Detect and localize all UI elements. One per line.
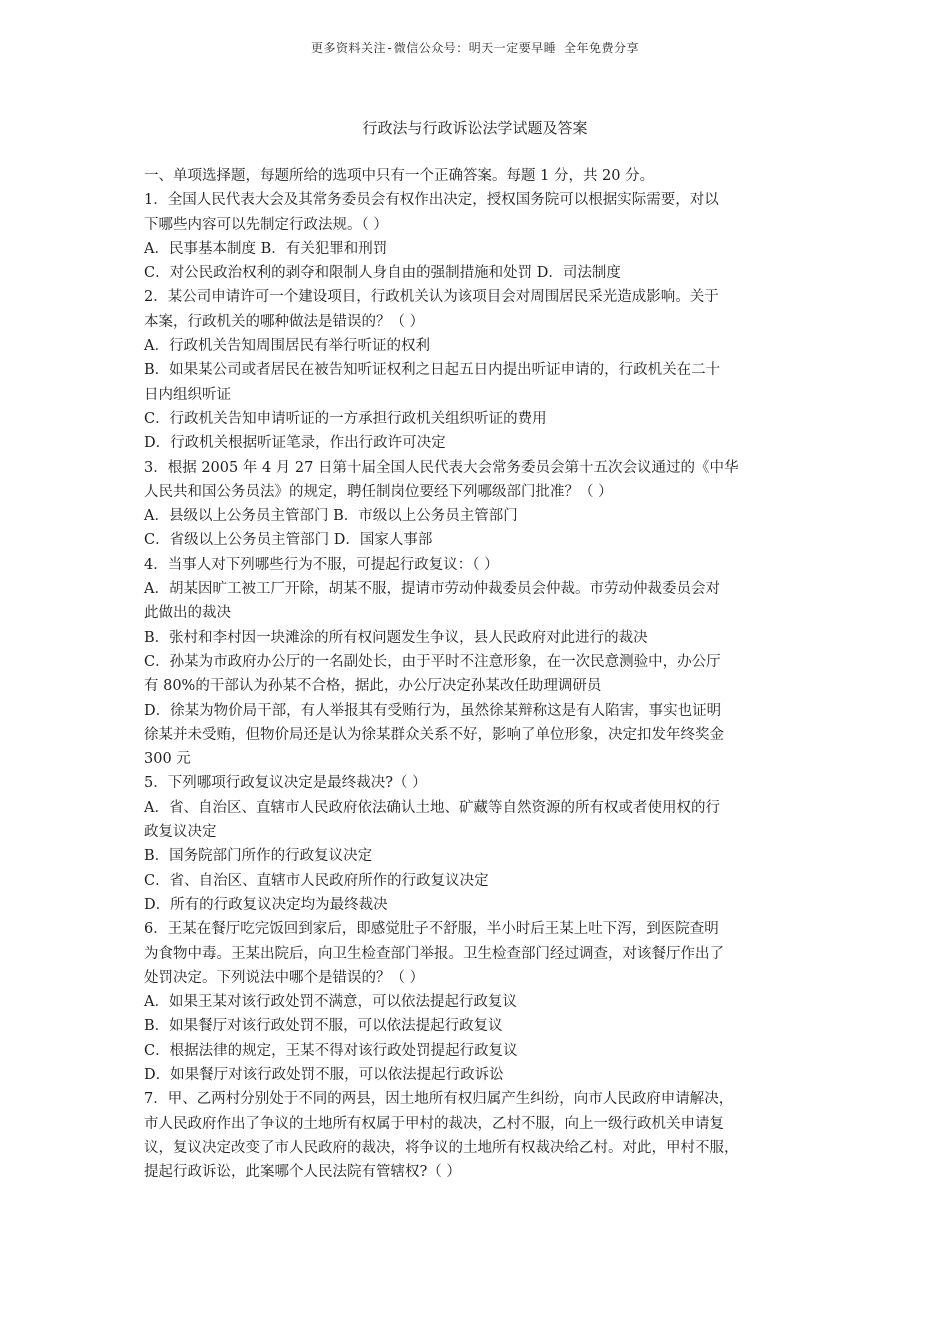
text-line: A．省、自治区、直辖市人民政府依法确认土地、矿藏等自然资源的所有权或者使用权的行: [144, 799, 720, 816]
text-line: C．根据法律的规定，王某不得对该行政处罚提起行政复议: [144, 1042, 518, 1059]
text-line: 议，复议决定改变了市人民政府的裁决，将争议的土地所有权裁决给乙村。对此，甲村不服，: [144, 1139, 739, 1156]
text-line: B．如果餐厅对该行政处罚不服，可以依法提起行政复议: [144, 1018, 503, 1035]
text-line: 有 80%的干部认为孙某不合格，据此，办公厅决定孙某改任助理调研员: [144, 678, 602, 695]
text-line: C．行政机关告知申请听证的一方承担行政机关组织听证的费用: [144, 410, 547, 427]
text-line: 此做出的裁决: [144, 605, 231, 622]
page-header-note: 更多资料关注-微信公众号：明天一定要早睡 全年免费分享: [311, 41, 639, 55]
text-line: A．如果王某对该行政处罚不满意，可以依法提起行政复议: [144, 994, 517, 1011]
text-line: 本案，行政机关的哪种做法是错误的？（ ）: [144, 313, 425, 330]
text-line: 4．当事人对下列哪些行为不服，可提起行政复议：（ ）: [144, 556, 499, 573]
document-title: 行政法与行政诉讼法学试题及答案: [362, 119, 588, 137]
text-line: 1．全国人民代表大会及其常务委员会有权作出决定，授权国务院可以根据实际需要，对以: [144, 192, 719, 209]
text-line: 一、单项选择题，每题所给的选项中只有一个正确答案。每题 1 分，共 20 分。: [144, 168, 655, 184]
text-line: D．所有的行政复议决定均为最终裁决: [144, 896, 388, 913]
text-line: 处罚决定。下列说法中哪个是错误的？（ ）: [144, 969, 425, 986]
text-line: 6．王某在餐厅吃完饭回到家后，即感觉肚子不舒服，半小时后王某上吐下泻，到医院查明: [144, 921, 719, 938]
text-line: A．行政机关告知周围居民有举行听证的权利: [144, 338, 430, 355]
text-line: 提起行政诉讼，此案哪个人民法院有管辖权?（ ）: [144, 1164, 461, 1181]
text-line: D．行政机关根据听证笔录，作出行政许可决定: [144, 435, 446, 452]
text-line: 7．甲、乙两村分别处于不同的两县，因土地所有权归属产生纠纷，向市人民政府申请解决，: [144, 1091, 734, 1108]
text-line: A．县级以上公务员主管部门 B．市级以上公务员主管部门: [144, 508, 518, 525]
text-line: A．民事基本制度 B．有关犯罪和刑罚: [144, 240, 388, 257]
text-line: B．如果某公司或者居民在被告知听证权利之日起五日内提出听证申请的，行政机关在二十: [144, 362, 721, 379]
text-line: C．省、自治区、直辖市人民政府所作的行政复议决定: [144, 872, 489, 889]
text-line: D．如果餐厅对该行政处罚不服，可以依法提起行政诉讼: [144, 1066, 504, 1083]
text-line: A．胡某因旷工被工厂开除，胡某不服，提请市劳动仲裁委员会仲裁。市劳动仲裁委员会对: [144, 581, 720, 598]
text-line: 日内组织听证: [144, 386, 231, 403]
text-line: 市人民政府作出了争议的土地所有权属于甲村的裁决，乙村不服，向上一级行政机关申请复: [144, 1115, 724, 1132]
document-body: [144, 164, 806, 1184]
text-line: 政复议决定: [144, 824, 217, 841]
text-line: 徐某并未受贿，但物价局还是认为徐某群众关系不好，影响了单位形象，决定扣发年终奖金: [144, 726, 724, 743]
text-line: C．省级以上公务员主管部门 D．国家人事部: [144, 532, 433, 549]
text-line: 为食物中毒。王某出院后，向卫生检查部门举报。卫生检查部门经过调查，对该餐厅作出了: [144, 945, 724, 962]
text-line: 下哪些内容可以先制定行政法规。（ ）: [144, 216, 388, 233]
text-line: B．张村和李村因一块滩涂的所有权问题发生争议，县人民政府对此进行的裁决: [144, 629, 648, 646]
text-line: 3．根据 2005 年 4 月 27 日第十届全国人民代表大会常务委员会第十五次会议通过的《中华: [144, 459, 739, 476]
text-line: 5．下列哪项行政复议决定是最终裁决?（ ）: [144, 775, 427, 792]
text-line: 人民共和国公务员法》的规定，聘任制岗位要经下列哪级部门批准？（ ）: [144, 483, 613, 500]
text-line: D．徐某为物价局干部，有人举报其有受贿行为，虽然徐某辩称这是有人陷害，事实也证明: [144, 702, 722, 719]
text-line: 2．某公司申请许可一个建设项目，行政机关认为该项目会对周围居民采光造成影响。关于: [144, 289, 719, 306]
text-line: 300 元: [144, 751, 191, 768]
text-line: C．对公民政治权利的剥夺和限制人身自由的强制措施和处罚 D．司法制度: [144, 265, 621, 282]
text-line: C．孙某为市政府办公厅的一名副处长，由于平时不注意形象，在一次民意测验中，办公厅: [144, 653, 721, 670]
text-line: B．国务院部门所作的行政复议决定: [144, 848, 373, 865]
